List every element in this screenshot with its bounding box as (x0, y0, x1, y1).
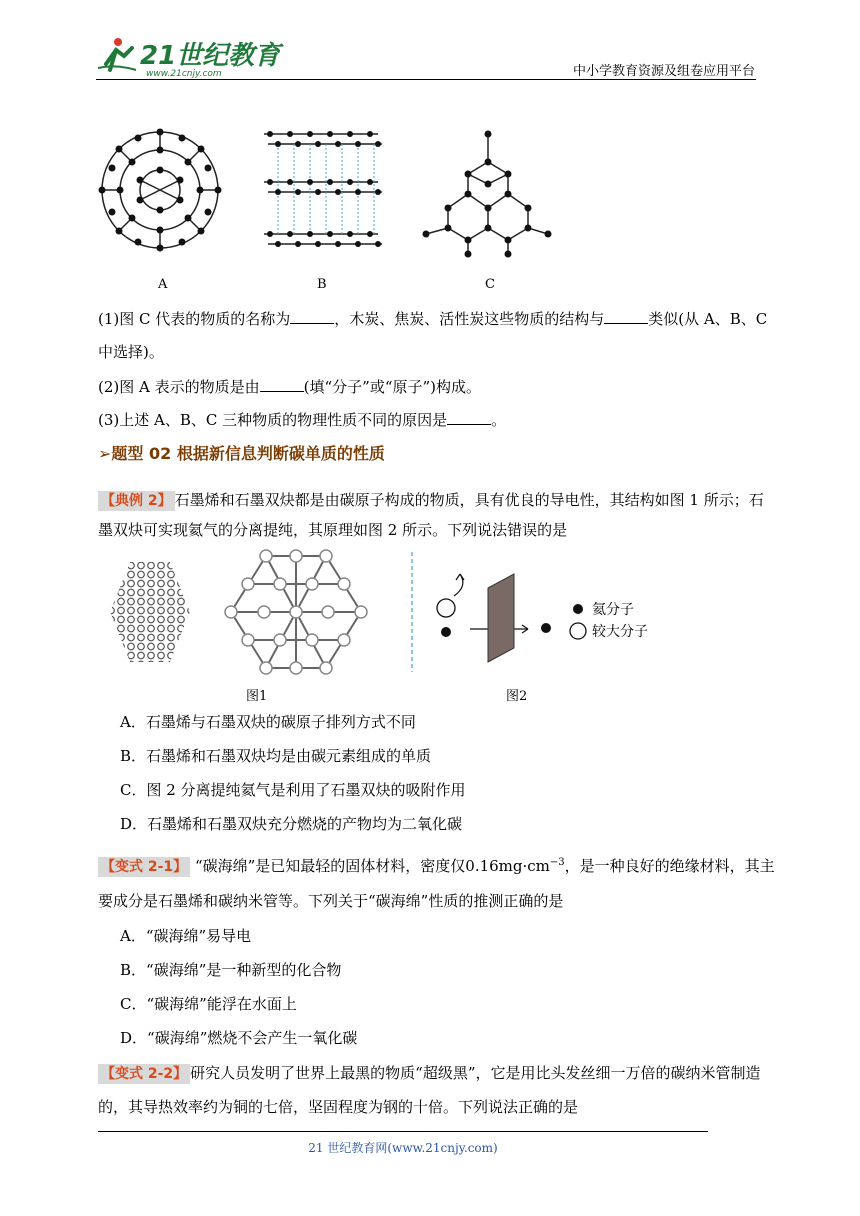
variant-2-1-line-1: 【变式 2-1】 “碳海绵”是已知最轻的固体材料，密度仅$0.16mg\cdot cm^{-3}$，是一种良好的绝缘材料，其主 (98, 853, 775, 877)
legend-helium: 氦分子 (592, 602, 634, 618)
variant-2-2-line-2: 的，其导热效率约为铜的七倍，坚固程度为钢的十倍。下列说法正确的是 (98, 1098, 579, 1116)
platform-name: 中小学教育资源及组卷应用平台 (572, 64, 755, 79)
diamond-structure (423, 131, 552, 258)
example-tag: 【典例 2】 (98, 491, 175, 511)
option-d[interactable]: D．“碳海绵”燃烧不会产生一氧化碳 (120, 1029, 358, 1047)
figure-label-c: C (485, 277, 495, 292)
question-1-line-1: (1)图 C 代表的物质的名称为 ，木炭、焦炭、活性炭这些物质的结构与 类似(从 A、B、C (98, 310, 768, 328)
legend-large-molecule: 较大分子 (592, 624, 648, 640)
answer-blank[interactable] (604, 309, 648, 324)
header-divider (96, 79, 756, 80)
site-logo (96, 34, 281, 80)
option-c[interactable]: C．“碳海绵”能浮在水面上 (120, 995, 297, 1013)
answer-blank[interactable] (260, 377, 304, 392)
answer-blank[interactable] (447, 410, 491, 425)
variant-2-2-line-1: 【变式 2-2】 研究人员发明了世界上最黑的物质“超级黑”，它是用比头发丝细一万倍的碳纳米管制造 (98, 1063, 761, 1084)
question-1-line-2: 中选择)。 (98, 343, 164, 361)
separation-diagram (437, 574, 586, 662)
option-a[interactable]: A．“碳海绵”易导电 (120, 927, 252, 945)
option-d[interactable]: D．石墨烯和石墨双炔充分燃烧的产物均为二氧化碳 (120, 815, 463, 833)
logo-url: www.21cnjy.com (146, 69, 222, 79)
figure-2-caption: 图2 (506, 689, 528, 704)
variant-tag: 【变式 2-1】 (98, 857, 190, 877)
graphite-structure (264, 131, 382, 247)
graphdiyne-structure (225, 550, 367, 674)
option-b[interactable]: B．石墨烯和石墨双炔均是由碳元素组成的单质 (120, 747, 432, 765)
variant-tag: 【变式 2-2】 (98, 1064, 190, 1084)
option-a[interactable]: A．石墨烯与石墨双炔的碳原子排列方式不同 (120, 713, 416, 731)
answer-blank[interactable] (290, 309, 334, 324)
example-2-line-2: 墨双炔可实现氦气的分离提纯，其原理如图 2 所示。下列说法错误的是 (98, 521, 568, 539)
example-2-line-1: 【典例 2】 石墨烯和石墨双炔都是由碳原子构成的物质，具有优良的导电性，其结构如图 1 所示；石 (98, 490, 764, 511)
logo-text: 21世纪教育 (140, 41, 281, 71)
variant-2-1-line-2: 要成分是石墨烯和碳纳米管等。下列关于“碳海绵”性质的推测正确的是 (98, 892, 564, 910)
section-title: ➢题型 02 根据新信息判断碳单质的性质 (98, 444, 385, 463)
graphene-figure (96, 552, 696, 712)
option-c[interactable]: C．图 2 分离提纯氦气是利用了石墨双炔的吸附作用 (120, 781, 466, 799)
figure-1-caption: 图1 (246, 689, 268, 704)
footer-divider (98, 1131, 708, 1132)
footer-link[interactable]: 21 世纪教育网(www.21cnjy.com) (308, 1141, 498, 1155)
question-3: (3)上述 A、B、C 三种物质的物理性质不同的原因是 。 (98, 411, 507, 429)
carbon-structures-figure (96, 122, 586, 292)
figure-label-b: B (317, 277, 327, 292)
option-b[interactable]: B．“碳海绵”是一种新型的化合物 (120, 961, 342, 979)
question-2: (2)图 A 表示的物质是由 (填“分子”或“原子”)构成。 (98, 378, 482, 396)
graphene-structure (110, 562, 190, 662)
figure-label-a: A (158, 277, 168, 292)
runner-icon (98, 38, 136, 70)
